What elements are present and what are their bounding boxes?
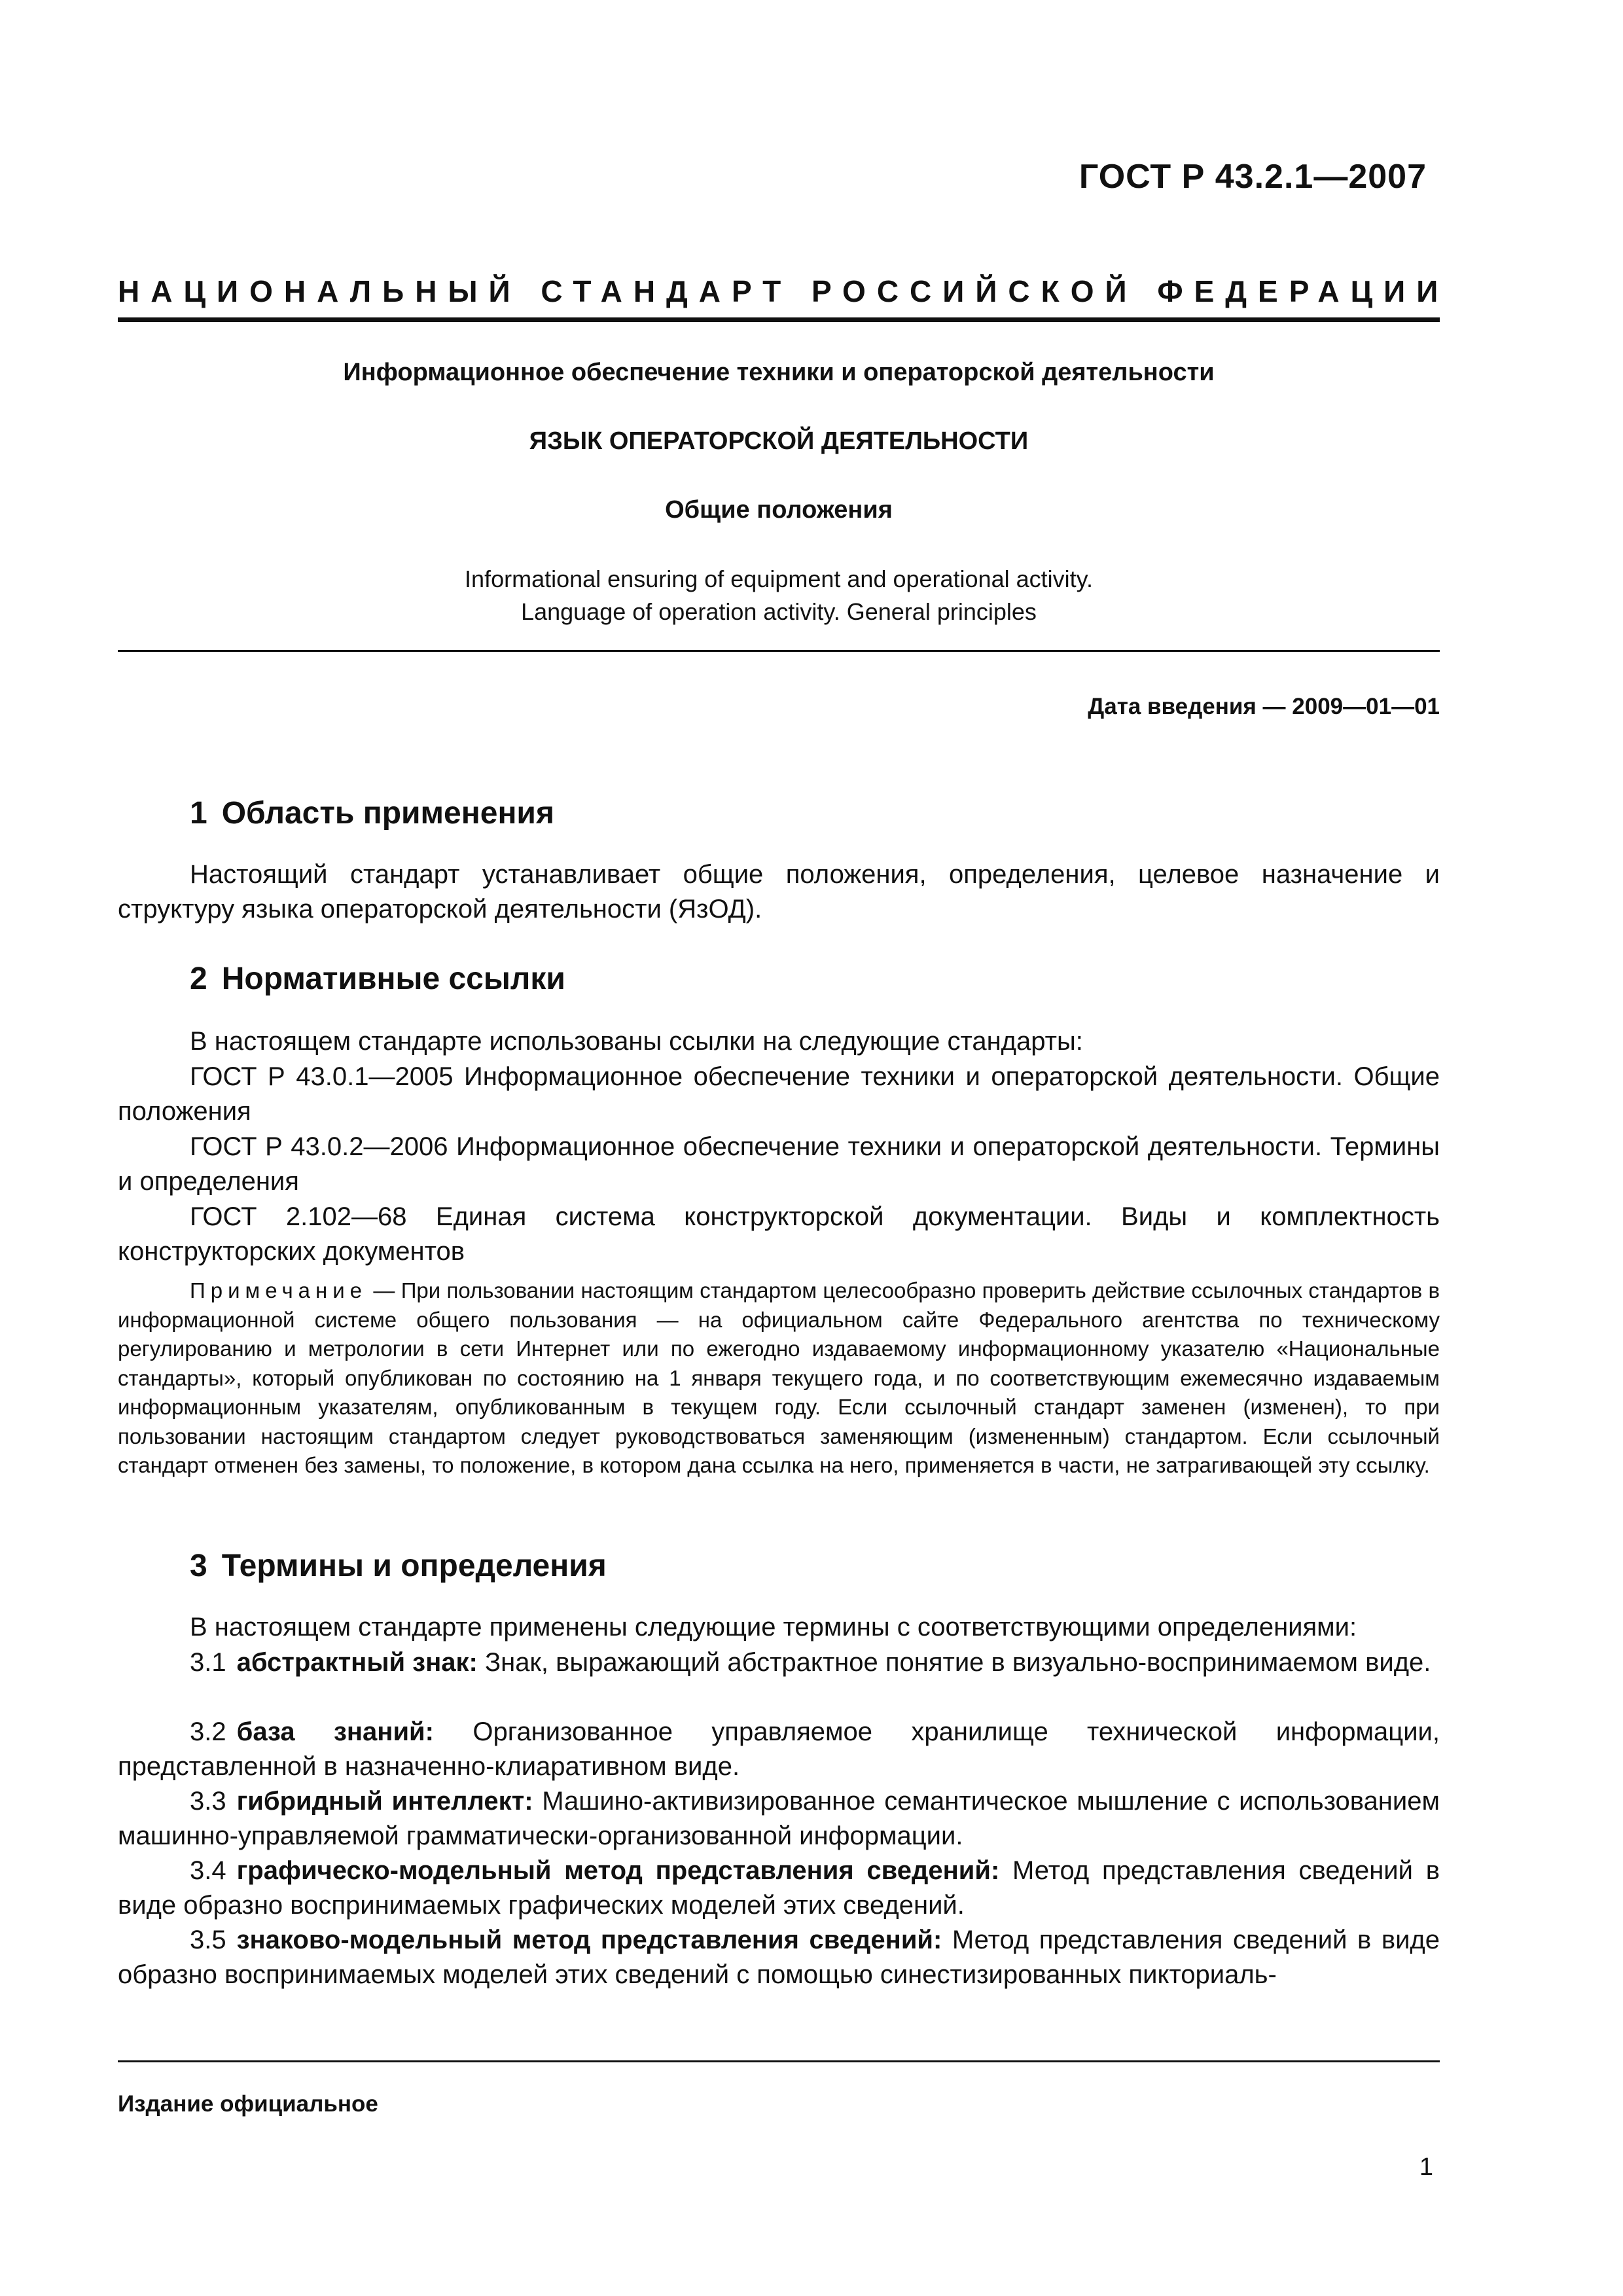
term-name: база знаний:: [236, 1717, 434, 1746]
national-standard-title: НАЦИОНАЛЬНЫЙ СТАНДАРТ РОССИЙСКОЙ ФЕДЕРАЦИИ: [118, 274, 1450, 308]
document-code: ГОСТ Р 43.2.1—2007: [1079, 158, 1427, 196]
section-1-paragraph: Настоящий стандарт устанавливает общие положения, определения, целевое назначение и структуру языка операторской деятельности (ЯзОД).: [118, 860, 1440, 924]
term-number: 3.2: [190, 1717, 226, 1746]
section-3-heading: [190, 1548, 607, 1584]
section-3-intro: В настоящем стандарте применены следующие термины с соответствующими определениями:: [190, 1613, 1357, 1641]
term-definition: Знак, выражающий абстрактное понятие в визуально-воспринимаемом виде.: [484, 1648, 1431, 1677]
term-number: 3.3: [190, 1787, 226, 1816]
term-entry: [118, 1923, 1440, 1992]
title-line-3: Общие положения: [665, 496, 893, 524]
header-rule: [118, 317, 1440, 322]
term-definition: Организованное управляемое хранилище технической информации, представленной в назначенно-клиаративном виде.: [118, 1717, 1440, 1781]
term-definition: Машино-активизированное семантическое мышление с использованием машинно-управляемой грамматически-организованной информации.: [118, 1787, 1440, 1850]
term-number: 3.4: [190, 1856, 226, 1885]
title-rule: [118, 650, 1440, 652]
section-number: 2: [190, 961, 207, 996]
term-number: 3.5: [190, 1926, 226, 1954]
section-title: Нормативные ссылки: [221, 961, 565, 996]
section-1-heading: [190, 795, 554, 831]
normative-note: [118, 1276, 1440, 1480]
term-number: 3.1: [190, 1648, 226, 1677]
term-entry: [118, 1645, 1440, 1680]
english-title-line-2: Language of operation activity. General principles: [521, 598, 1037, 625]
english-title-line-1: Informational ensuring of equipment and operational activity.: [465, 565, 1093, 592]
term-entry: [118, 1854, 1440, 1923]
term-definition: Метод представления сведений в виде образно воспринимаемых моделей этих сведений с помощью синестизированных пикториаль-: [118, 1926, 1440, 1989]
footer-rule: [118, 2060, 1440, 2062]
introduction-date: Дата введения — 2009—01—01: [1088, 694, 1440, 719]
note-text: — При пользовании настоящим стандартом целесообразно проверить действие ссылочных стандартов в информационной системе общего пользования — на официальном сайте Федерального агентства по техническому регулированию и метрологии в сети Интернет или по ежегодно издаваемому информационному указателю «Национальные стандарты», который опубликован по состоянию на 1 января текущего года, и по соответствующим ежемесячно издаваемым информационным указателям, опубликованным в текущем году. Если ссылочный стандарт заменен (изменен), то при пользовании настоящим стандартом следует руководствоваться заменяющим (измененным) стандартом. Если ссылочный стандарт отменен без замены, то положение, в котором дана ссылка на него, применяется в части, не затрагивающей эту ссылку.: [118, 1278, 1440, 1477]
term-name: гибридный интеллект:: [236, 1787, 533, 1816]
section-2-heading: [190, 961, 565, 997]
reference-item: ГОСТ Р 43.0.2—2006 Информационное обеспечение техники и операторской деятельности. Термины и определения: [118, 1132, 1440, 1196]
section-number: 1: [190, 796, 207, 831]
term-name: знаково-модельный метод представления сведений:: [236, 1926, 942, 1954]
title-line-1: Информационное обеспечение техники и операторской деятельности: [343, 359, 1215, 386]
title-line-2: ЯЗЫК ОПЕРАТОРСКОЙ ДЕЯТЕЛЬНОСТИ: [529, 427, 1029, 455]
term-entry: [118, 1784, 1440, 1854]
page-number: 1: [1419, 2153, 1433, 2181]
section-title: Термины и определения: [221, 1549, 607, 1583]
term-name: графическо-модельный метод представления сведений:: [236, 1856, 1000, 1885]
section-title: Область применения: [221, 796, 554, 831]
term-name: абстрактный знак:: [236, 1648, 478, 1677]
term-entry: [118, 1715, 1440, 1784]
section-2-intro: В настоящем стандарте использованы ссылки на следующие стандарты:: [190, 1027, 1083, 1056]
term-definition: Метод представления сведений в виде образно воспринимаемых графических моделей этих сведений.: [118, 1856, 1440, 1920]
section-number: 3: [190, 1549, 207, 1583]
edition-label: Издание официальное: [118, 2091, 378, 2117]
note-label: Примечание: [190, 1278, 368, 1302]
reference-item: ГОСТ 2.102—68 Единая система конструкторской документации. Виды и комплектность конструкторских документов: [118, 1202, 1440, 1266]
reference-item: ГОСТ Р 43.0.1—2005 Информационное обеспечение техники и операторской деятельности. Общие положения: [118, 1062, 1440, 1126]
